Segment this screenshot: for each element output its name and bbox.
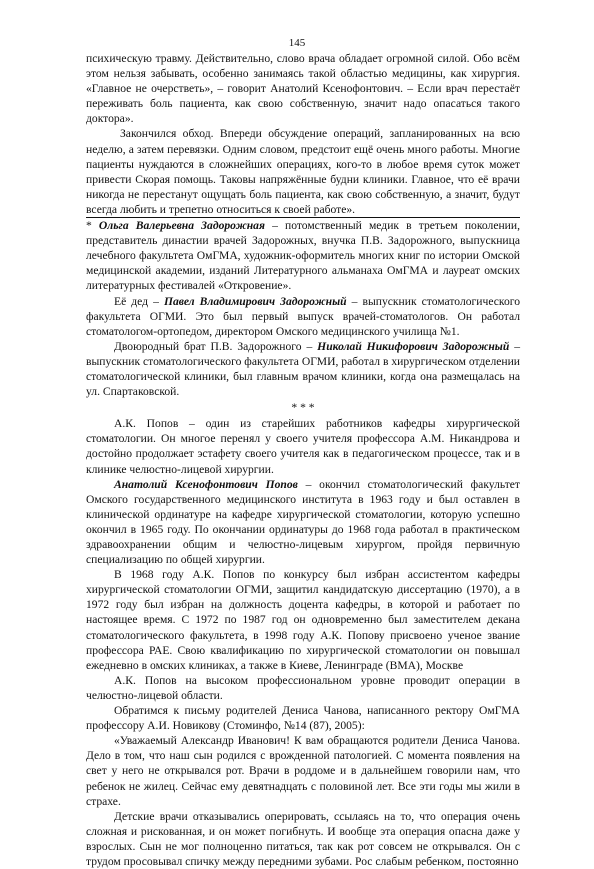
person-name: Анатолий Ксенофонтович Попов: [114, 477, 298, 491]
footnote-text: – потомственный медик в третьем поколении, представитель династии врачей Задорожных, внучка П.В. Задорожного, выпускница лечебного факультета ОмГМА, художник-оформитель многих книг по истории Омской медицинской академии, изданий Литературного альманаха ОмГМА и лауреат омских литературных фестивалей «Откровение».: [86, 219, 520, 293]
paragraph: Обратимся к письму родителей Дениса Чанова, написанного ректору ОмГМА профессору А.И. Новикову (Стоминфо, №14 (87), 2005):: [86, 704, 520, 733]
footnote-cousin: [86, 339, 520, 399]
paragraph-popov-bio: [86, 477, 520, 568]
footnote-text: Двоюродный брат П.В. Задорожного –: [114, 339, 318, 353]
page-number: 145: [288, 37, 306, 49]
footnote-zadorozhnaya: [86, 217, 520, 293]
footnote-text: – выпускник стоматологического факультета ОГМИ. Это был первый выпуск врачей-стоматологов. Он работал стоматологом-ортопедом, директором Омского медицинского училища №1.: [86, 294, 521, 338]
footnote-grandfather: [86, 294, 520, 339]
footnote-marker: *: [86, 219, 99, 233]
person-name: Николай Никифорович Задорожный: [317, 339, 510, 353]
paragraph: А.К. Попов на высоком профессиональном уровне проводит операции в челюстно-лицевой области.: [86, 673, 520, 702]
footnote-text: Её дед –: [114, 294, 164, 308]
paragraph: В 1968 году А.К. Попов по конкурсу был избран ассистентом кафедры хирургической стоматологии ОГМИ, защитил кандидатскую диссертацию (1970), а в 1972 году был избран на должность доцента кафедры, в которой и работает по настоящее время. С 1972 по 1987 год он одновременно был заместителем декана стоматологического факультета, в 1998 году А.К. Попову присвоено ученое звание профессора РАЕ. Свою квалификацию по хирургической стоматологии он повышал ежедневно в омских клиниках, а также в Киеве, Ленинграде (ВМА), Москве: [86, 568, 520, 672]
footnote-text: – выпускник стоматологического факультета ОГМИ, работал в хирургическом отделении стоматологической клиники, был главным врачом клиники, когда она размещалась на ул. Спартаковской.: [86, 339, 520, 399]
paragraph-text: – окончил стоматологический факультет Омского государственного медицинского института в 1963 году и был оставлен в клинической ординатуре на кафедре хирургической стоматологии, которую успешно окончил в 1965 году. По окончании ординатуры до 1968 года работал в практическом здравоохранении общим и челюстно-лицевым хирургом, пройдя первичную специализацию по общей хирургии.: [86, 477, 520, 567]
paragraph: А.К. Попов – один из старейших работников кафедры хирургической стоматологии. Он многое перенял у своего учителя профессора А.М. Никандрова и достойно продолжает эстафету своего учителя как в педагогическом процессе, так и в клинике челюстно-лицевой хирургии.: [86, 417, 520, 476]
section-separator: * * *: [291, 401, 315, 415]
author-name: Ольга Валерьевна Задорожная: [98, 219, 265, 233]
person-name: Павел Владимирович Задорожный: [163, 294, 347, 308]
paragraph: психическую травму. Действительно, слово врача обладает огромной силой. Обо всём этом нельзя забывать, особенно занимаясь такой областью медицины, как хирургия. «Главное не очерстветь», – говорит Анатолий Ксенофонтович. – Если врач перестаёт переживать боль пациента, как свою собственную, значит надо опасаться такого доктора».: [86, 52, 520, 126]
paragraph-letter-quote: «Уважаемый Александр Иванович! К вам обращаются родители Дениса Чанова. Дело в том, что наш сын родился с врожденной патологией. С момента появления на свет у него не открывался рот. Врачи в роддоме и в дальнейшем говорили нам, что ребенок не жилец. Сейчас ему девятнадцать с половиной лет. Все эти годы мы жили в страхе.: [86, 734, 520, 808]
body-text: [86, 51, 520, 869]
paragraph: Закончился обход. Впереди обсуждение операций, запланированных на всю неделю, а затем перевязки. Одним словом, предстоит ещё очень много работы. Многие пациенты нуждаются в сложнейших операциях, кого-то в любое время суток может привести Скорая помощь. Таковы напряжённые будни клиники. Главное, что её врачи никогда не перестанут ощущать боль пациента, как свою собственную, а значит, будут всегда любить и трепетно относиться к своей работе».: [86, 127, 520, 216]
paragraph-letter-quote: Детские врачи отказывались оперировать, ссылаясь на то, что операция очень сложная и рискованная, и он может погибнуть. И вообще эта операция опасна даже у взрослых. Сын не мог полноценно питаться, так как рот совсем не открывался. Он с трудом просовывал спичку между передними зубами. Рос слабым ребенком, постоянно: [86, 809, 520, 868]
